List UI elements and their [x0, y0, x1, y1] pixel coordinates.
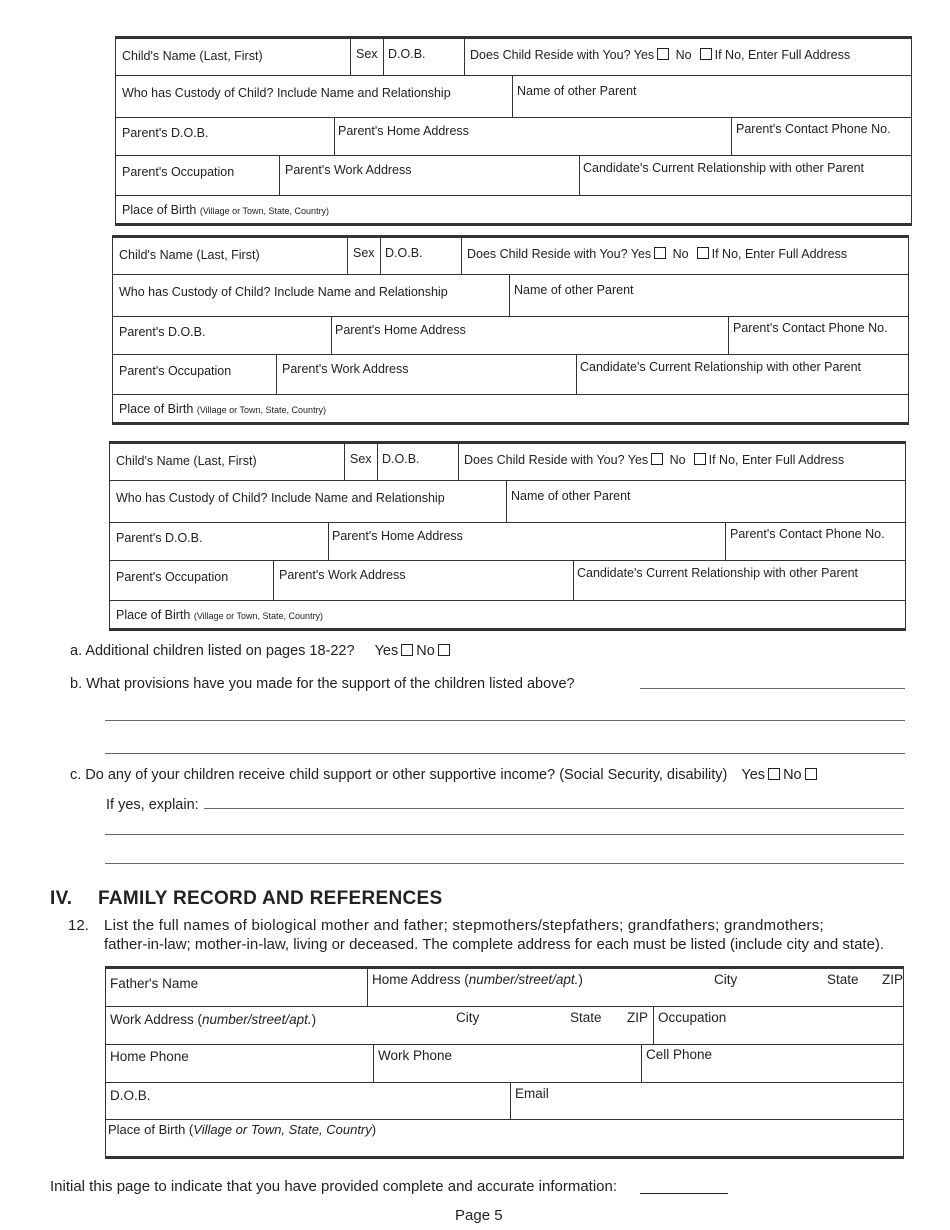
child-name-label: Child's Name (Last, First) — [122, 49, 263, 63]
dob-label: D.O.B. — [382, 452, 420, 466]
reside-if-no-label: If No, Enter Full Address — [708, 453, 845, 467]
email-label: Email — [515, 1086, 549, 1101]
question-c-answer-line-2[interactable] — [105, 834, 904, 835]
home-address-close: ) — [578, 972, 583, 987]
item-number: 12. — [68, 917, 89, 934]
home-address-text: Home Address ( — [372, 972, 469, 987]
father-dob-label: D.O.B. — [110, 1088, 151, 1103]
page-number: Page 5 — [455, 1207, 503, 1224]
child-name-label: Child's Name (Last, First) — [116, 454, 257, 468]
child-record-block-2 — [112, 235, 909, 425]
question-c-yes-label: Yes — [741, 767, 766, 783]
other-parent-label: Name of other Parent — [517, 84, 637, 98]
reside-no-checkbox[interactable] — [700, 48, 712, 60]
initial-line[interactable] — [640, 1193, 728, 1194]
initial-text: Initial this page to indicate that you have provided complete and accurate information: — [50, 1178, 618, 1195]
question-c-answer-line-1[interactable] — [204, 808, 904, 809]
question-c-text: c. Do any of your children receive child support or other supportive income? (Social Security, disability) — [70, 767, 728, 783]
place-of-birth-text: Place of Birth — [119, 402, 194, 416]
work-address-label — [110, 1012, 316, 1027]
sex-label: Sex — [350, 452, 372, 466]
parent-phone-label: Parent's Contact Phone No. — [733, 321, 888, 335]
work-city-label: City — [456, 1010, 480, 1025]
section-number: IV. — [50, 888, 73, 909]
reside-yes-checkbox[interactable] — [651, 453, 663, 465]
question-b-answer-line-3[interactable] — [105, 753, 905, 754]
father-place-of-birth-label — [108, 1122, 376, 1137]
reside-yes-checkbox[interactable] — [654, 247, 666, 259]
parent-work-address-label: Parent's Work Address — [279, 568, 406, 582]
parent-dob-label: Parent's D.O.B. — [122, 126, 209, 140]
reside-no-checkbox[interactable] — [694, 453, 706, 465]
place-of-birth-label — [119, 402, 326, 416]
parent-work-address-label: Parent's Work Address — [285, 163, 412, 177]
father-place-of-birth-close: ) — [371, 1122, 377, 1137]
relationship-label: Candidate's Current Relationship with other Parent — [577, 566, 859, 580]
reside-question-text: Does Child Reside with You? Yes — [464, 453, 649, 467]
work-phone-label: Work Phone — [378, 1048, 453, 1063]
father-place-of-birth-text: Place of Birth ( — [108, 1122, 194, 1137]
parent-occupation-label: Parent's Occupation — [122, 165, 235, 179]
child-record-block-1 — [115, 36, 912, 226]
work-address-hint: number/street/apt. — [202, 1012, 312, 1027]
child-name-label: Child's Name (Last, First) — [119, 248, 260, 262]
work-address-close: ) — [311, 1012, 317, 1027]
reside-question — [467, 247, 847, 261]
item-text-line-1: List the full names of biological mother and father; stepmothers/stepfathers; grandfathers; grandmothers; — [104, 917, 824, 934]
parent-dob-label: Parent's D.O.B. — [119, 325, 206, 339]
item-text-line-2: father-in-law; mother-in-law, living or deceased. The complete address for each must be listed (include city and state). — [104, 936, 885, 953]
other-parent-label: Name of other Parent — [511, 489, 631, 503]
parent-work-address-label: Parent's Work Address — [282, 362, 409, 376]
father-record-table — [105, 966, 904, 1159]
place-of-birth-label — [122, 203, 329, 217]
home-city-label: City — [714, 972, 738, 987]
home-address-hint: number/street/apt. — [468, 972, 579, 987]
reside-no-label: No — [672, 247, 689, 261]
place-of-birth-label — [116, 608, 323, 622]
sex-label: Sex — [356, 47, 378, 61]
place-of-birth-hint: (Village or Town, State, Country) — [199, 206, 330, 216]
place-of-birth-hint: (Village or Town, State, Country) — [193, 611, 324, 621]
occupation-label: Occupation — [658, 1010, 727, 1025]
home-zip-label: ZIP — [882, 972, 904, 987]
section-title: FAMILY RECORD AND REFERENCES — [98, 888, 443, 909]
relationship-label: Candidate's Current Relationship with other Parent — [580, 360, 862, 374]
question-a-yes-label: Yes — [374, 643, 399, 659]
reside-question-text: Does Child Reside with You? Yes — [467, 247, 652, 261]
place-of-birth-hint: (Village or Town, State, Country) — [196, 405, 327, 415]
question-c-no-checkbox[interactable] — [805, 768, 817, 780]
question-a-text: a. Additional children listed on pages 18-22? — [70, 643, 355, 659]
custody-label: Who has Custody of Child? Include Name and Relationship — [119, 285, 448, 299]
question-a-yes-checkbox[interactable] — [401, 644, 413, 656]
child-record-block-3 — [109, 441, 906, 631]
parent-home-address-label: Parent's Home Address — [335, 323, 466, 337]
reside-question — [464, 453, 844, 467]
father-place-of-birth-hint: Village or Town, State, Country — [193, 1122, 372, 1137]
parent-phone-label: Parent's Contact Phone No. — [730, 527, 885, 541]
question-c-explain-label: If yes, explain: — [106, 797, 199, 813]
question-a-no-label: No — [416, 643, 435, 659]
work-zip-label: ZIP — [627, 1010, 649, 1025]
parent-occupation-label: Parent's Occupation — [119, 364, 232, 378]
fathers-name-label: Father's Name — [110, 976, 199, 991]
question-b-text: b. What provisions have you made for the support of the children listed above? — [70, 676, 575, 692]
dob-label: D.O.B. — [388, 47, 426, 61]
question-c-answer-line-3[interactable] — [105, 863, 904, 864]
question-c — [70, 767, 820, 783]
home-state-label: State — [827, 972, 859, 987]
cell-phone-label: Cell Phone — [646, 1047, 713, 1062]
other-parent-label: Name of other Parent — [514, 283, 634, 297]
reside-question — [470, 48, 850, 62]
reside-question-text: Does Child Reside with You? Yes — [470, 48, 655, 62]
reside-no-label: No — [675, 48, 692, 62]
custody-label: Who has Custody of Child? Include Name and Relationship — [122, 86, 451, 100]
relationship-label: Candidate's Current Relationship with other Parent — [583, 161, 865, 175]
reside-no-label: No — [669, 453, 686, 467]
home-address-label — [372, 972, 583, 987]
question-b-answer-line-2[interactable] — [105, 720, 905, 721]
reside-no-checkbox[interactable] — [697, 247, 709, 259]
work-address-text: Work Address ( — [110, 1012, 203, 1027]
dob-label: D.O.B. — [385, 246, 423, 260]
reside-if-no-label: If No, Enter Full Address — [711, 247, 848, 261]
home-phone-label: Home Phone — [110, 1049, 189, 1064]
place-of-birth-text: Place of Birth — [116, 608, 191, 622]
parent-home-address-label: Parent's Home Address — [332, 529, 463, 543]
parent-phone-label: Parent's Contact Phone No. — [736, 122, 891, 136]
custody-label: Who has Custody of Child? Include Name and Relationship — [116, 491, 445, 505]
parent-dob-label: Parent's D.O.B. — [116, 531, 203, 545]
question-b-answer-line-1[interactable] — [640, 688, 905, 689]
parent-home-address-label: Parent's Home Address — [338, 124, 469, 138]
reside-yes-checkbox[interactable] — [657, 48, 669, 60]
reside-if-no-label: If No, Enter Full Address — [714, 48, 851, 62]
parent-occupation-label: Parent's Occupation — [116, 570, 229, 584]
sex-label: Sex — [353, 246, 375, 260]
place-of-birth-text: Place of Birth — [122, 203, 197, 217]
work-state-label: State — [570, 1010, 602, 1025]
question-c-no-label: No — [783, 767, 802, 783]
question-c-yes-checkbox[interactable] — [768, 768, 780, 780]
question-a — [70, 643, 453, 659]
question-a-no-checkbox[interactable] — [438, 644, 450, 656]
